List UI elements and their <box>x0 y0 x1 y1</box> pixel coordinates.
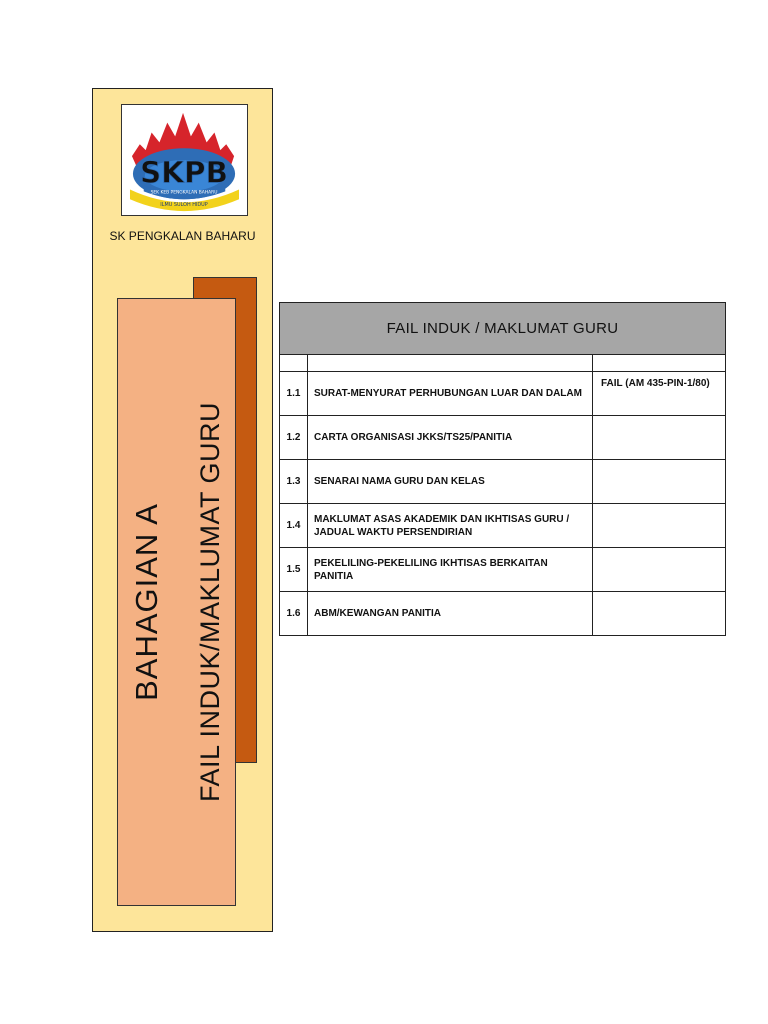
table-header: FAIL INDUK / MAKLUMAT GURU <box>280 303 726 355</box>
row-description: ABM/KEWANGAN PANITIA <box>308 592 593 636</box>
svg-text:ILMU SULOH HIDUP: ILMU SULOH HIDUP <box>160 202 208 209</box>
row-description: SURAT-MENYURAT PERHUBUNGAN LUAR DAN DALAM <box>308 372 593 416</box>
row-reference: FAIL (AM 435-PIN-1/80) <box>593 372 726 416</box>
row-reference <box>593 460 726 504</box>
table-row <box>280 416 726 460</box>
row-reference <box>593 504 726 548</box>
row-number: 1.6 <box>280 592 308 636</box>
row-reference <box>593 592 726 636</box>
svg-text:SEK KEB PENGKALAN BAHARU: SEK KEB PENGKALAN BAHARU <box>150 190 218 196</box>
section-title: BAHAGIAN A <box>129 503 164 701</box>
row-number: 1.5 <box>280 548 308 592</box>
row-number: 1.3 <box>280 460 308 504</box>
section-subtitle: FAIL INDUK/MAKLUMAT GURU <box>195 401 225 803</box>
table-row <box>280 504 726 548</box>
table-row <box>280 548 726 592</box>
row-description: PEKELILING-PEKELILING IKHTISAS BERKAITAN PANITIA <box>308 548 593 592</box>
row-number: 1.2 <box>280 416 308 460</box>
school-logo <box>121 104 248 216</box>
svg-text:SKPB: SKPB <box>139 155 229 190</box>
table-row <box>280 372 726 416</box>
row-description: CARTA ORGANISASI JKKS/TS25/PANITIA <box>308 416 593 460</box>
school-name: SK PENGKALAN BAHARU <box>109 229 256 243</box>
row-reference <box>593 548 726 592</box>
school-logo-icon <box>122 105 247 215</box>
row-number: 1.1 <box>280 372 308 416</box>
table-row <box>280 460 726 504</box>
row-description: SENARAI NAMA GURU DAN KELAS <box>308 460 593 504</box>
row-description: MAKLUMAT ASAS AKADEMIK DAN IKHTISAS GURU / JADUAL WAKTU PERSENDIRIAN <box>308 504 593 548</box>
file-index-table <box>279 302 725 636</box>
row-number: 1.4 <box>280 504 308 548</box>
row-reference <box>593 416 726 460</box>
table-row <box>280 592 726 636</box>
table-spacer-row <box>280 355 726 372</box>
